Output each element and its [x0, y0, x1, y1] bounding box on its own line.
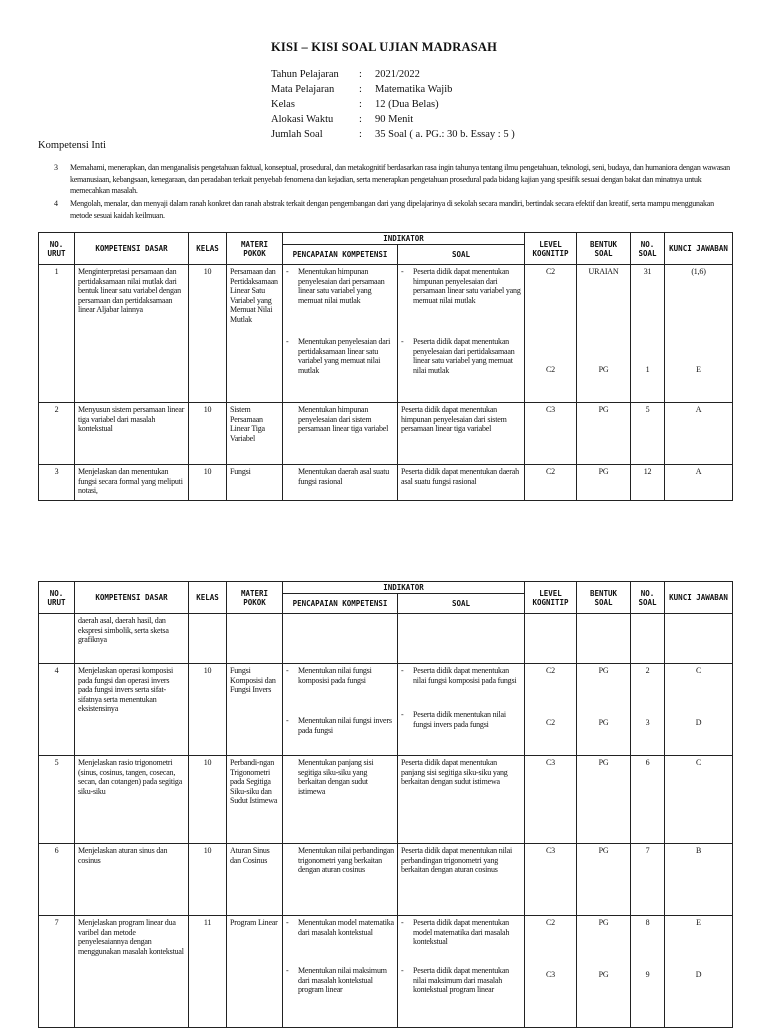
bullet-dash: - — [286, 267, 289, 276]
row-no — [39, 614, 75, 664]
header-no-soal: NO. SOAL — [631, 233, 665, 265]
indikator-text: Menentukan daerah asal suatu fungsi rasional — [298, 467, 390, 486]
meta-row-kelas — [271, 97, 515, 112]
table-row — [39, 403, 733, 465]
bentuk-value: PG — [598, 666, 609, 675]
row-level: C3 — [525, 403, 577, 465]
kunci-value: D — [695, 970, 702, 979]
row-bentuk — [577, 614, 631, 664]
meta-value: 90 Menit — [375, 114, 414, 125]
header-pencapaian: PENCAPAIAN KOMPETENSI — [283, 594, 398, 614]
bentuk-value: PG — [598, 918, 609, 927]
header-materi-pokok: MATERI POKOK — [227, 582, 283, 614]
row-kunci — [665, 916, 733, 1028]
header-bentuk: BENTUK SOAL — [577, 582, 631, 614]
header-pencapaian: PENCAPAIAN KOMPETENSI — [283, 245, 398, 265]
row-soal: Peserta didik dapat menentukan panjang sisi segitiga siku-siku yang berkaitan dengan sudut istimewa — [398, 756, 525, 844]
row-level — [525, 664, 577, 756]
row-bentuk: PG — [577, 844, 631, 916]
row-soal — [398, 916, 525, 1028]
meta-colon: : — [359, 114, 362, 125]
row-level — [525, 265, 577, 403]
header-kunci: KUNCI JAWABAN — [665, 582, 733, 614]
row-soal: Peserta didik dapat menentukan daerah asal suatu fungsi rasional — [398, 465, 525, 501]
no-soal-value: 9 — [645, 970, 650, 979]
no-soal-value: 2 — [645, 666, 650, 675]
row-kunci — [665, 664, 733, 756]
kunci-value: C — [695, 666, 702, 675]
bullet-dash: - — [286, 716, 289, 725]
bentuk-value: PG — [598, 718, 609, 727]
header-no-soal: NO. SOAL — [631, 582, 665, 614]
indikator-text: Menentukan himpunan penyelesaian dari persamaan linear satu variabel yang memuat nilai mutlak — [298, 267, 385, 305]
row-materi: Program Linear — [227, 916, 283, 1028]
ki-text: Memahami, menerapkan, dan menganalisis pengetahuan faktual, konseptual, prosedural, dan metakognitif berdasarkan rasa ingin tahunya tentang ilmu pengetahuan, teknologi, seni, budaya, dan humaniora dengan wawasan kemanusiaan, kebangsaan, kenegaraan, dan peradaban terkait penyebab fenomena dan kejadian, serta menerapkan pengetahuan prosedural pada bidang kajian yang spesifik sesuai dengan bakat dan minatnya untuk memecahkan masalah. — [70, 163, 730, 195]
row-soal — [398, 664, 525, 756]
row-materi: Perbandi-ngan Trigonometri pada Segitiga Siku-siku dan Sudut Istimewa — [227, 756, 283, 844]
meta-key: Alokasi Waktu — [271, 114, 334, 125]
row-soal — [398, 614, 525, 664]
bentuk-value: PG — [598, 365, 609, 374]
row-materi — [227, 614, 283, 664]
row-no-soal: 5 — [631, 403, 665, 465]
row-kelas: 10 — [189, 465, 227, 501]
row-indikator — [283, 465, 398, 501]
soal-text: Peserta didik dapat menentukan nilai fungsi komposisi pada fungsi — [413, 666, 517, 685]
row-kd: Menjelaskan operasi komposisi pada fungsi dan operasi invers pada fungsi invers serta sifat-sifatnya serta menentukan eksistensinya — [75, 664, 189, 756]
meta-value: Matematika Wajib — [375, 84, 453, 95]
meta-row-jumlah — [271, 127, 515, 142]
soal-text: Peserta didik dapat menentukan nilai maksimum dari masalah kontekstual program linear — [413, 966, 509, 994]
header-soal: SOAL — [398, 594, 525, 614]
no-soal-value: 1 — [645, 365, 650, 374]
bullet-dash: - — [401, 666, 404, 675]
bullet-dash: - — [286, 918, 289, 927]
bullet-dash: - — [286, 337, 289, 346]
row-level: C3 — [525, 844, 577, 916]
level-value: C2 — [546, 666, 555, 675]
meta-key: Mata Pelajaran — [271, 84, 335, 95]
row-kd: Menjelaskan aturan sinus dan cosinus — [75, 844, 189, 916]
meta-row-tahun — [271, 67, 515, 82]
header-kompetensi-dasar: KOMPETENSI DASAR — [75, 233, 189, 265]
indikator-text: Menentukan himpunan penyelesaian dari sistem persamaan linear tiga variabel — [298, 405, 389, 433]
row-kunci — [665, 614, 733, 664]
bullet-dash: - — [286, 666, 289, 675]
row-materi: Persamaan dan Pertidaksamaan Linear Satu Variabel yang Memuat Nilai Mutlak — [227, 265, 283, 403]
row-bentuk — [577, 265, 631, 403]
row-no: 2 — [39, 403, 75, 465]
row-no-soal — [631, 916, 665, 1028]
row-soal — [398, 265, 525, 403]
row-soal: Peserta didik dapat menentukan himpunan penyelesaian dari sistem persamaan linear tiga variabel — [398, 403, 525, 465]
bentuk-value: URAIAN — [588, 267, 619, 276]
bullet-dash: - — [286, 966, 289, 975]
soal-text: Peserta didik dapat menentukan himpunan penyelesaian dari persamaan linear satu variabel yang memuat nilai mutlak — [413, 267, 521, 305]
row-indikator — [283, 916, 398, 1028]
row-materi: Fungsi — [227, 465, 283, 501]
meta-row-alokasi — [271, 112, 515, 127]
row-kelas: 10 — [189, 844, 227, 916]
row-kelas: 10 — [189, 756, 227, 844]
soal-text: Peserta didik menentukan nilai fungsi invers pada fungsi — [413, 710, 506, 729]
table-row — [39, 265, 733, 403]
kompetensi-inti-heading: Kompetensi Inti — [38, 140, 106, 151]
kisi-table-page-1 — [38, 232, 733, 501]
row-no: 1 — [39, 265, 75, 403]
bullet-dash: - — [401, 966, 404, 975]
row-indikator — [283, 756, 398, 844]
row-materi: Aturan Sinus dan Cosinus — [227, 844, 283, 916]
level-value: C2 — [546, 267, 555, 276]
table-row — [39, 664, 733, 756]
header-kunci: KUNCI JAWABAN — [665, 233, 733, 265]
row-kelas: 11 — [189, 916, 227, 1028]
row-no: 3 — [39, 465, 75, 501]
indikator-text: Menentukan nilai maksimum dari masalah kontekstual program linear — [298, 966, 387, 994]
row-materi: Sistem Persamaan Linear Tiga Variabel — [227, 403, 283, 465]
row-kd: Menjelaskan program linear dua varibel dan metode penyelesaiannya dengan menggunakan masalah kontekstual — [75, 916, 189, 1028]
row-indikator — [283, 403, 398, 465]
level-value: C2 — [546, 365, 555, 374]
indikator-text: Menentukan nilai perbandingan trigonometri yang berkaitan dengan aturan cosinus — [298, 846, 394, 874]
row-materi: Fungsi Komposisi dan Fungsi Invers — [227, 664, 283, 756]
row-bentuk — [577, 916, 631, 1028]
header-indikator: INDIKATOR — [283, 233, 525, 245]
header-soal: SOAL — [398, 245, 525, 265]
header-kelas: KELAS — [189, 582, 227, 614]
row-kd: daerah asal, daerah hasil, dan ekspresi simbolik, serta sketsa grafiknya — [75, 614, 189, 664]
row-bentuk — [577, 664, 631, 756]
row-kelas: 10 — [189, 664, 227, 756]
header-no-urut: NO. URUT — [39, 582, 75, 614]
meta-row-mapel — [271, 82, 515, 97]
row-kd: Menginterpretasi persamaan dan pertidaksamaan nilai mutlak dari bentuk linear satu variabel dengan persamaan dan pertidaksamaan linear Aljabar lainnya — [75, 265, 189, 403]
indikator-text: Menentukan panjang sisi segitiga siku-siku yang berkaitan dengan sudut istimewa — [298, 758, 374, 796]
row-bentuk: PG — [577, 403, 631, 465]
row-level: C3 — [525, 756, 577, 844]
document-meta — [271, 67, 515, 142]
document-title: KISI – KISI SOAL UJIAN MADRASAH — [270, 40, 498, 54]
row-indikator — [283, 664, 398, 756]
row-no-soal: 7 — [631, 844, 665, 916]
header-level: LEVEL KOGNITIP — [525, 582, 577, 614]
row-kelas: 10 — [189, 403, 227, 465]
row-kd: Menjelaskan rasio trigonometri (sinus, cosinus, tangen, cosecan, secan, dan cotangen) pada segitiga siku-siku — [75, 756, 189, 844]
row-no: 4 — [39, 664, 75, 756]
bullet-dash: - — [401, 918, 404, 927]
row-level — [525, 916, 577, 1028]
meta-key: Kelas — [271, 99, 295, 110]
row-kunci: B — [665, 844, 733, 916]
row-indikator — [283, 844, 398, 916]
row-kelas — [189, 614, 227, 664]
kunci-value: E — [696, 918, 701, 927]
kisi-table-page-2 — [38, 581, 733, 1028]
header-no-urut: NO. URUT — [39, 233, 75, 265]
meta-colon: : — [359, 99, 362, 110]
header-bentuk: BENTUK SOAL — [577, 233, 631, 265]
header-indikator: INDIKATOR — [283, 582, 525, 594]
bullet-dash: - — [401, 267, 404, 276]
row-no-soal — [631, 265, 665, 403]
row-indikator — [283, 614, 398, 664]
meta-key: Tahun Pelajaran — [271, 69, 339, 80]
ki-text: Mengolah, menalar, dan menyaji dalam ranah konkret dan ranah abstrak terkait dengan pengembangan dari yang dipelajarinya di sekolah secara mandiri, bertindak secara efektif dan kreatif, serta mampu menggunakan metode sesuai kaidah keilmuan. — [70, 199, 714, 220]
ki-number: 4 — [54, 199, 58, 208]
ki-item-4 — [38, 198, 732, 221]
row-soal: Peserta didik dapat menentukan nilai perbandingan trigonometri yang berkaitan dengan aturan cosinus — [398, 844, 525, 916]
table-row — [39, 756, 733, 844]
meta-colon: : — [359, 69, 362, 80]
row-kunci — [665, 265, 733, 403]
meta-value: 35 Soal ( a. PG.: 30 b. Essay : 5 ) — [375, 129, 515, 140]
no-soal-value: 3 — [645, 718, 650, 727]
row-kd: Menjelaskan dan menentukan fungsi secara formal yang meliputi notasi, — [75, 465, 189, 501]
meta-colon: : — [359, 84, 362, 95]
header-level: LEVEL KOGNITIP — [525, 233, 577, 265]
row-kd: Menyusun sistem persamaan linear tiga variabel dari masalah kontekstual — [75, 403, 189, 465]
meta-key: Jumlah Soal — [271, 129, 323, 140]
row-kunci: A — [665, 465, 733, 501]
bullet-dash: - — [401, 710, 404, 719]
header-kompetensi-dasar: KOMPETENSI DASAR — [75, 582, 189, 614]
kunci-value: E — [696, 365, 701, 374]
row-kunci: C — [665, 756, 733, 844]
table-row — [39, 614, 733, 664]
no-soal-value: 31 — [643, 267, 652, 276]
row-bentuk: PG — [577, 756, 631, 844]
kunci-value: D — [695, 718, 702, 727]
row-no: 5 — [39, 756, 75, 844]
row-no: 7 — [39, 916, 75, 1028]
indikator-text: Menentukan penyelesaian dari pertidaksamaan linear satu variabel yang memuat nilai mutlak — [298, 337, 391, 375]
meta-colon: : — [359, 129, 362, 140]
meta-value: 2021/2022 — [375, 69, 420, 80]
row-no-soal: 12 — [631, 465, 665, 501]
indikator-text: Menentukan model matematika dari masalah kontekstual — [298, 918, 394, 937]
soal-text: Peserta didik dapat menentukan penyelesaian dari pertidaksamaan linear satu variabel yang memuat nilai mutlak — [413, 337, 515, 375]
no-soal-value: 8 — [645, 918, 650, 927]
level-value: C3 — [546, 970, 555, 979]
row-bentuk: PG — [577, 465, 631, 501]
row-level: C2 — [525, 465, 577, 501]
soal-text: Peserta didik dapat menentukan model matematika dari masalah kontekstual — [413, 918, 510, 946]
bullet-dash: - — [401, 337, 404, 346]
row-no-soal — [631, 614, 665, 664]
ki-item-3 — [38, 162, 732, 197]
indikator-text: Menentukan nilai fungsi komposisi pada fungsi — [298, 666, 372, 685]
row-kunci: A — [665, 403, 733, 465]
header-kelas: KELAS — [189, 233, 227, 265]
row-kelas: 10 — [189, 265, 227, 403]
row-indikator — [283, 265, 398, 403]
level-value: C2 — [546, 918, 555, 927]
row-no: 6 — [39, 844, 75, 916]
table-row — [39, 844, 733, 916]
table-row — [39, 916, 733, 1028]
meta-value: 12 (Dua Belas) — [375, 99, 439, 110]
row-level — [525, 614, 577, 664]
table-row — [39, 465, 733, 501]
kunci-value: (1,6) — [691, 267, 706, 276]
row-no-soal: 6 — [631, 756, 665, 844]
row-no-soal — [631, 664, 665, 756]
indikator-text: Menentukan nilai fungsi invers pada fungsi — [298, 716, 392, 735]
level-value: C2 — [546, 718, 555, 727]
ki-number: 3 — [54, 163, 58, 172]
header-materi-pokok: MATERI POKOK — [227, 233, 283, 265]
bentuk-value: PG — [598, 970, 609, 979]
